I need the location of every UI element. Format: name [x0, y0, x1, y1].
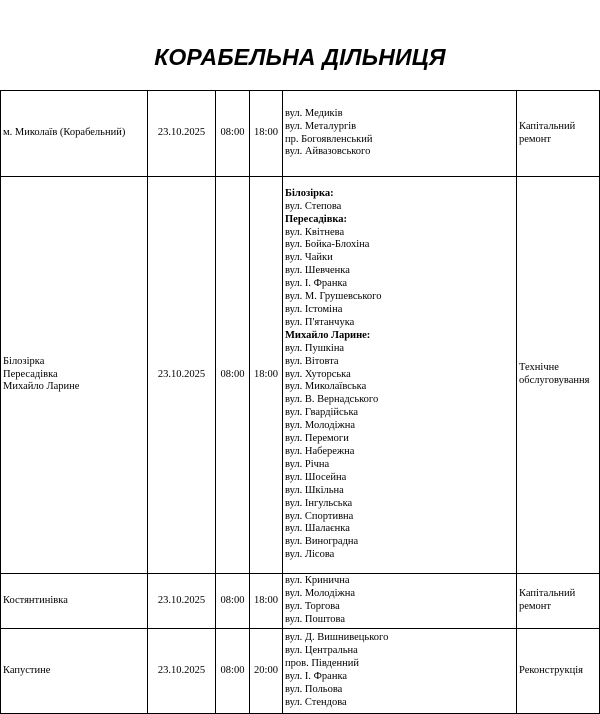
location-name: Костянтинівка — [3, 594, 68, 606]
location-name: Білозірка — [3, 355, 45, 367]
street-name: вул. Медиків — [285, 107, 343, 119]
outage-schedule-table — [0, 90, 600, 714]
street-name: вул. Поштова — [285, 613, 345, 625]
location-cell — [1, 574, 148, 629]
street-name: вул. Чайки — [285, 252, 333, 264]
work-type-cell: Капітальний ремонт — [517, 91, 600, 177]
street-name: вул. Миколаївська — [285, 381, 367, 393]
table-row — [1, 177, 600, 574]
settlement-heading: Михайло Ларине: — [285, 329, 371, 341]
settlement-heading: Білозірка: — [285, 187, 334, 199]
time-from-cell: 08:00 — [216, 629, 250, 714]
street-name: вул. Пушкіна — [285, 342, 345, 354]
street-name: вул. Набережна — [285, 445, 355, 457]
location-name: Михайло Ларине — [3, 381, 80, 393]
street-name: вул. Центральна — [285, 645, 358, 657]
streets-cell — [283, 177, 517, 574]
street-name: вул. Польова — [285, 683, 343, 695]
time-from-cell: 08:00 — [216, 574, 250, 629]
street-name: вул. І. Франка — [285, 278, 348, 290]
work-type-cell: Технічне обслуговування — [517, 177, 600, 574]
street-name: вул. Д. Вишнивецького — [285, 632, 389, 644]
street-name: вул. І. Франка — [285, 671, 348, 682]
street-name: вул. Перемоги — [285, 433, 349, 445]
street-name: вул. Шкільна — [285, 484, 344, 496]
street-name: вул. Металургів — [285, 120, 357, 132]
street-name: вул. Бойка-Блохіна — [285, 239, 370, 251]
street-name: вул. Торгова — [285, 601, 340, 612]
street-name: вул. Квітнева — [285, 226, 345, 238]
street-name: вул. Спортивна — [285, 510, 354, 522]
street-name: вул. В. Вернадського — [285, 394, 379, 406]
street-name: пров. Південний — [285, 658, 360, 670]
street-name: вул. Річна — [285, 458, 330, 470]
street-name: пр. Богоявленський — [285, 133, 373, 145]
street-name: вул. Гвардійська — [285, 407, 359, 419]
location-name: м. Миколаїв (Корабельний) — [3, 127, 126, 139]
date-cell: 23.10.2025 — [148, 177, 216, 574]
time-from-cell: 08:00 — [216, 91, 250, 177]
street-name: вул. Істоміна — [285, 304, 343, 316]
date-cell: 23.10.2025 — [148, 91, 216, 177]
street-name: вул. Лісова — [285, 549, 335, 561]
street-name: вул. Айвазовського — [285, 146, 371, 158]
street-name: вул. Інгульська — [285, 497, 353, 509]
streets-cell — [283, 629, 517, 714]
time-to-cell: 18:00 — [250, 177, 283, 574]
streets-cell — [283, 574, 517, 629]
work-type-cell: Капітальний ремонт — [517, 574, 600, 629]
street-name: вул. Шосейна — [285, 471, 347, 483]
location-name: Пересадівка — [3, 368, 58, 380]
location-name: Капустине — [3, 664, 51, 676]
date-cell: 23.10.2025 — [148, 629, 216, 714]
location-cell — [1, 91, 148, 177]
streets-cell — [283, 91, 517, 177]
settlement-heading: Пересадівка: — [285, 213, 348, 225]
street-name: вул. Виноградна — [285, 536, 359, 548]
time-from-cell: 08:00 — [216, 177, 250, 574]
time-to-cell: 20:00 — [250, 629, 283, 714]
street-name: вул. М. Грушевського — [285, 291, 382, 303]
street-name: вул. П'ятанчука — [285, 316, 355, 328]
location-cell — [1, 629, 148, 714]
street-name: вул. Степова — [285, 200, 342, 212]
work-type-cell: Реконструкція — [517, 629, 600, 714]
street-name: вул. Кринична — [285, 575, 350, 587]
table-row — [1, 574, 600, 629]
street-name: вул. Стендова — [285, 696, 347, 708]
time-to-cell: 18:00 — [250, 574, 283, 629]
location-cell — [1, 177, 148, 574]
street-name: вул. Хуторська — [285, 368, 351, 380]
table-row — [1, 91, 600, 177]
street-name: вул. Молодіжна — [285, 588, 356, 600]
street-name: вул. Шевченка — [285, 265, 350, 277]
street-name: вул. Вітовта — [285, 355, 339, 367]
street-name: вул. Молодіжна — [285, 420, 356, 432]
table-row — [1, 629, 600, 714]
time-to-cell: 18:00 — [250, 91, 283, 177]
page-title: КОРАБЕЛЬНА ДІЛЬНИЦЯ — [154, 44, 446, 70]
date-cell: 23.10.2025 — [148, 574, 216, 629]
street-name: вул. Шалаєнка — [285, 523, 350, 535]
